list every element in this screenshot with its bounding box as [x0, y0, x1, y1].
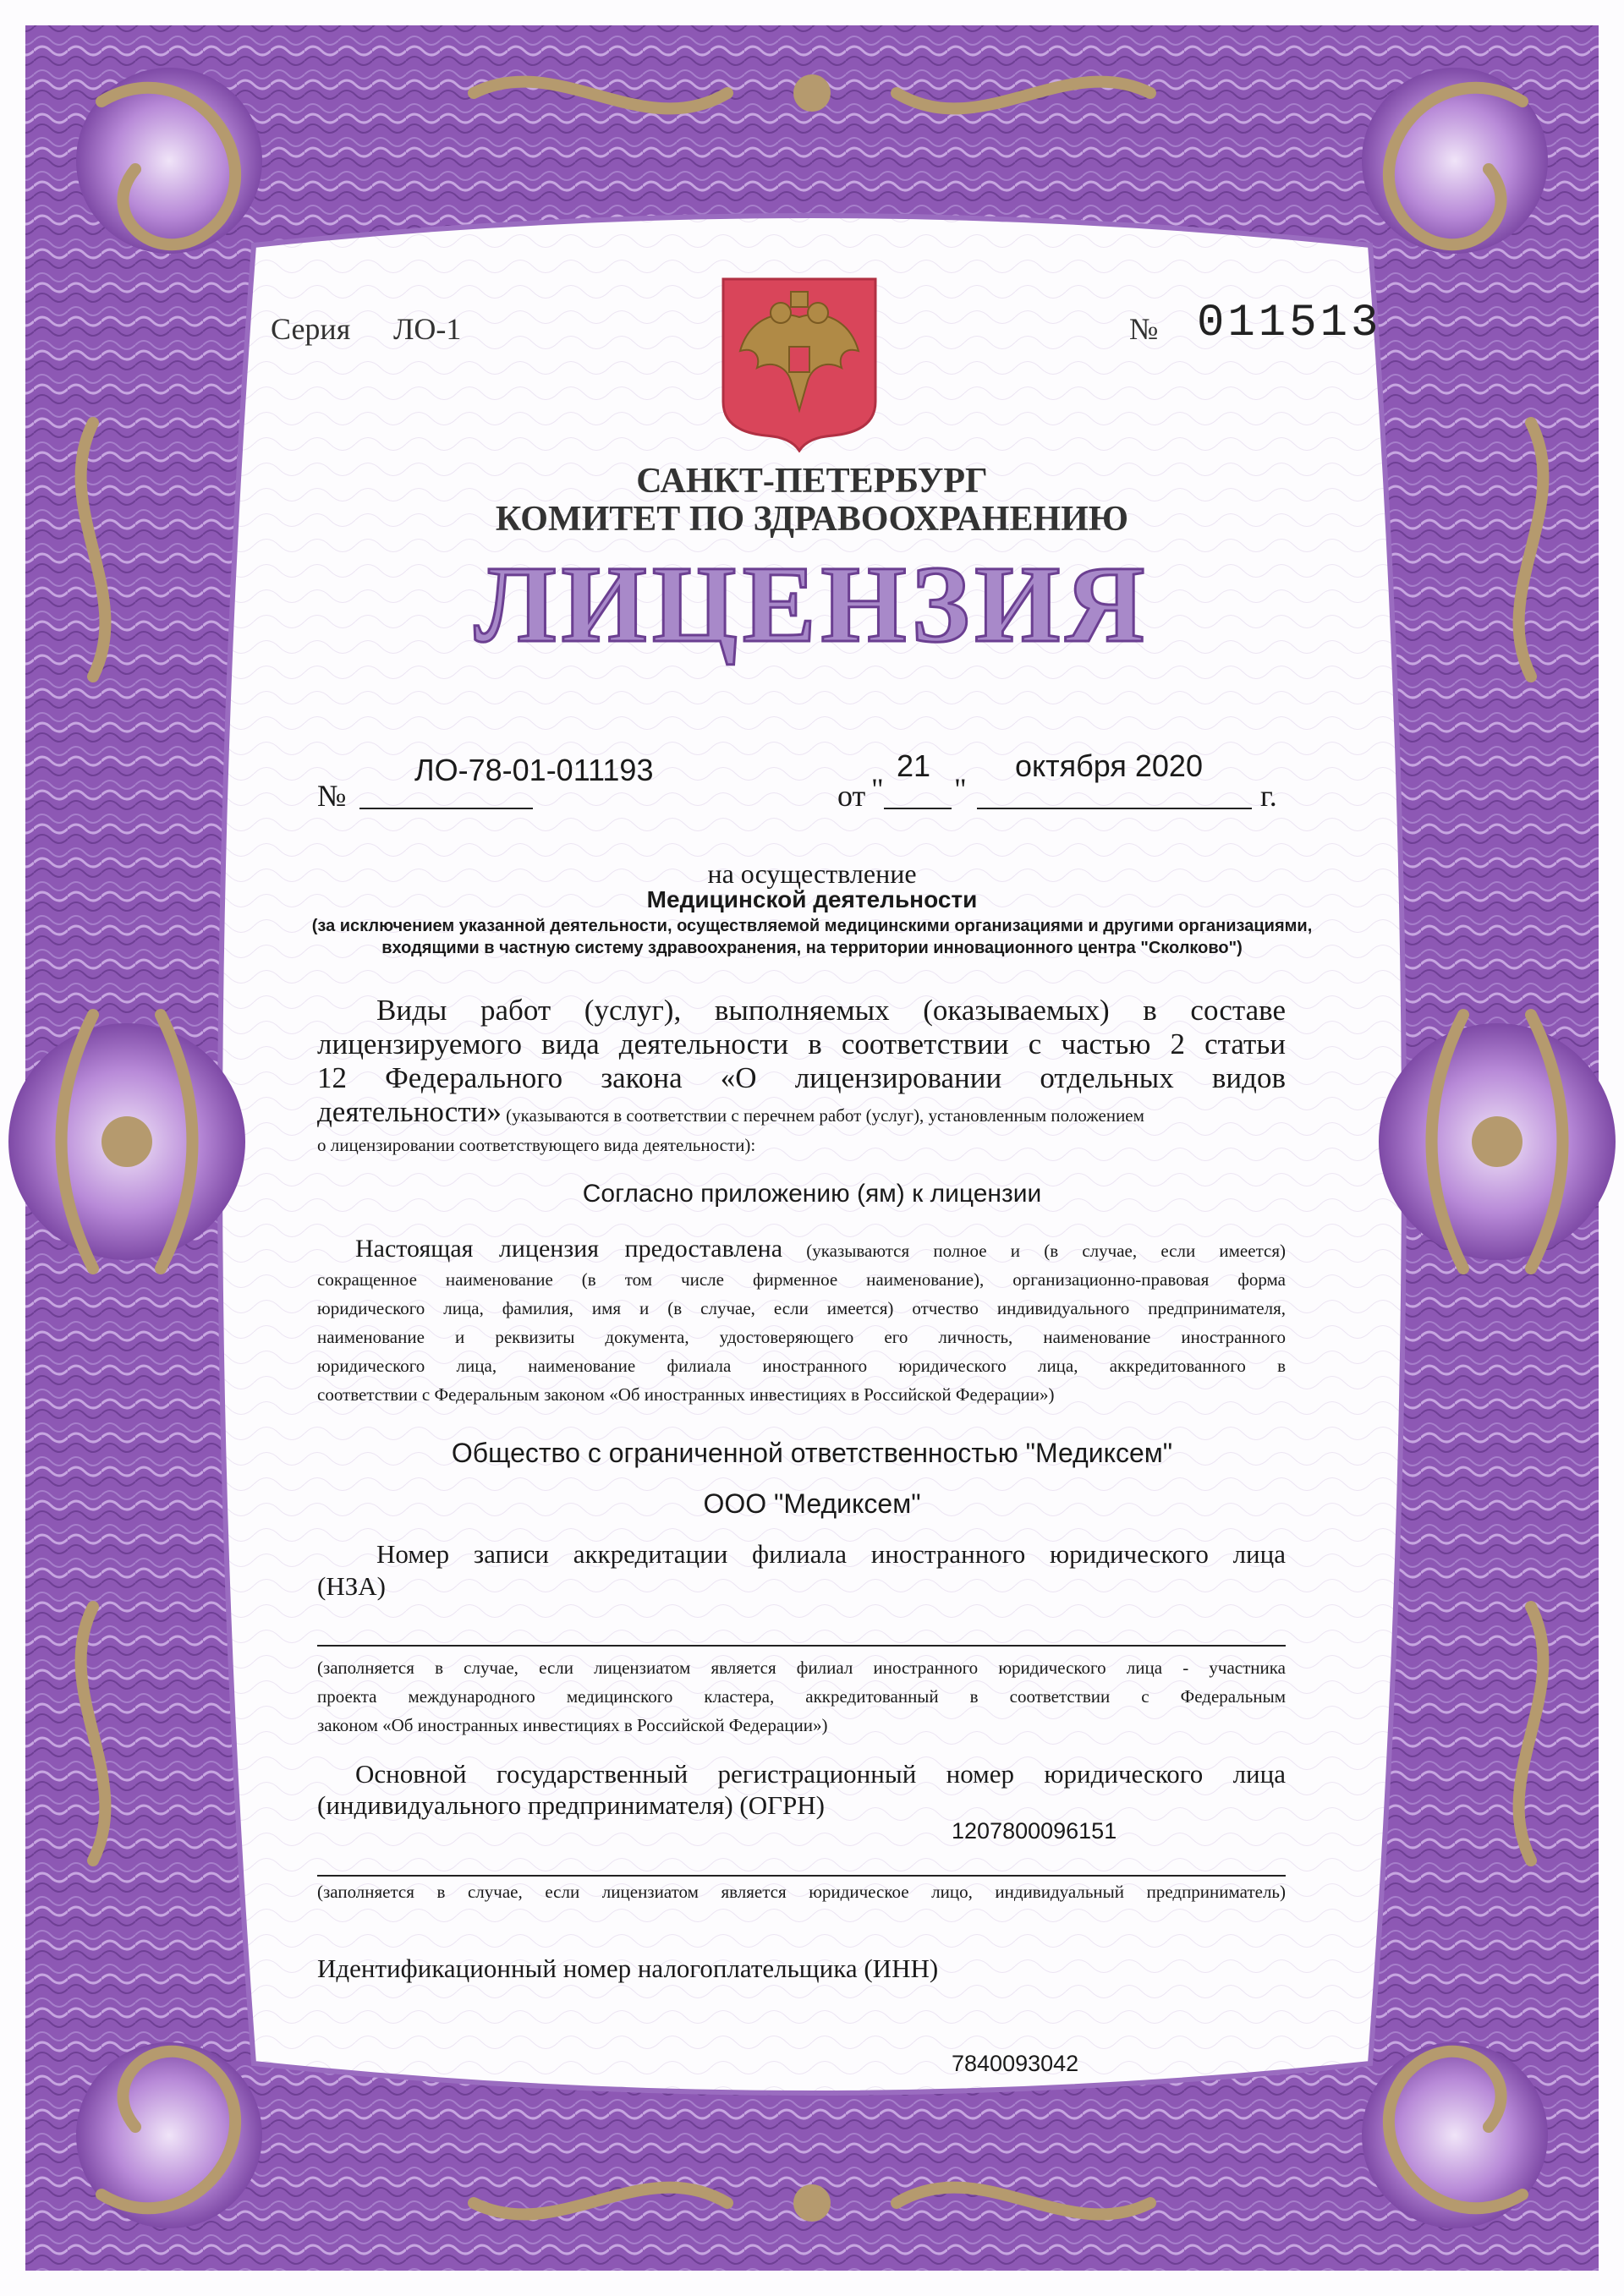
activity-intro: на осуществление — [707, 858, 917, 889]
works-line5-small: о лицензировании соответствующего вида деятельности): — [317, 1135, 756, 1155]
license-date-quote-open: " — [871, 772, 884, 806]
license-month-underline — [977, 808, 1252, 809]
license-number-underline — [359, 808, 533, 809]
license-date-prefix: от — [837, 779, 866, 813]
works-line4-small: (указываются в соответствии с перечнем работ (услуг), установленным положением — [501, 1105, 1144, 1126]
inn-underline — [317, 2080, 1286, 2082]
works-line2: лицензируемого вида деятельности в соответствии с частью 2 статьи — [317, 1027, 1286, 1060]
works-value: Согласно приложению (ям) к лицензии — [582, 1180, 1042, 1208]
activity-note-line1: (за исключением указанной деятельности, осуществляемой медицинскими организациями и другими организациями, — [311, 917, 1313, 935]
inn-label: Идентификационный номер налогоплательщика (ИНН) — [317, 1954, 939, 1983]
series-value: ЛО-1 — [393, 312, 462, 346]
license-day: 21 — [897, 748, 931, 783]
licensee-small3: юридического лица, фамилия, имя и (в случае, если имеется) отчество индивидуального предпринимателя, — [317, 1298, 1286, 1318]
licensee-small4: наименование и реквизиты документа, удостоверяющего его личность, наименование иностранного — [317, 1327, 1286, 1347]
licensee-short-name: ООО "Медиксем" — [703, 1488, 921, 1519]
ogrn-value: 1207800096151 — [952, 1818, 1117, 1844]
form-number-sign: № — [1129, 312, 1159, 346]
works-line1: Виды работ (услуг), выполняемых (оказываемых) в составе — [376, 994, 1286, 1027]
works-line4 — [317, 1095, 1286, 1132]
license-number-sign: № — [317, 779, 347, 813]
nza-note2: проекта международного медицинского кластера, аккредитованный в соответствии с Федеральным — [317, 1686, 1286, 1707]
activity-note-line2: входящими в частную систему здравоохранения, на территории инновационного центра "Сколково") — [381, 939, 1243, 957]
ogrn-line2: (индивидуального предпринимателя) (ОГРН) — [317, 1790, 826, 1820]
license-number: ЛО-78-01-011193 — [414, 753, 654, 787]
nza-note3: законом «Об иностранных инвестициях в Российской Федерации») — [317, 1715, 828, 1735]
license-year-suffix: г. — [1260, 779, 1277, 813]
nza-note — [317, 1653, 1286, 1740]
licensee-intro-line1 — [317, 1235, 1286, 1265]
works-line4-main: деятельности» — [317, 1095, 502, 1128]
document-title: ЛИЦЕНЗИЯ — [474, 544, 1150, 666]
nza-line1: Номер записи аккредитации филиала иностранного юридического лица — [376, 1539, 1286, 1569]
license-month-year: октября 2020 — [1015, 748, 1203, 783]
ogrn-line1: Основной государственный регистрационный номер юридического лица — [355, 1759, 1286, 1789]
license-date-quote-close: " — [954, 772, 967, 806]
nza-note1: (заполняется в случае, если лицензиатом является филиал иностранного юридического лица - участника — [317, 1658, 1286, 1678]
nza-underline — [317, 1645, 1286, 1647]
ogrn-underline — [317, 1875, 1286, 1877]
works-line3: 12 Федерального закона «О лицензировании отдельных видов — [317, 1061, 1286, 1094]
activity-name: Медицинской деятельности — [646, 886, 978, 912]
licensee-small5: юридического лица, наименование филиала иностранного юридического лица, аккредитованного в — [317, 1356, 1286, 1376]
coat-of-arms-emblem — [715, 275, 884, 452]
licensee-intro — [317, 1235, 1286, 1409]
issuer-city: САНКТ-ПЕТЕРБУРГ — [636, 462, 988, 501]
licensee-intro-small1: (указываются полное и (в случае, если имеется) — [782, 1241, 1286, 1261]
nza-line2: (НЗА) — [317, 1571, 386, 1601]
issuer-committee: КОМИТЕТ ПО ЗДРАВООХРАНЕНИЮ — [495, 500, 1129, 539]
license-day-underline — [884, 808, 952, 809]
licensee-small2: сокращенное наименование (в том числе фирменное наименование), организационно-правовая форма — [317, 1269, 1286, 1290]
licensee-small6: соответствии с Федеральным законом «Об иностранных инвестициях в Российской Федерации») — [317, 1384, 1055, 1405]
form-number: 011513 — [1197, 298, 1382, 349]
inn-value: 7840093042 — [952, 2051, 1079, 2076]
licensee-intro-main: Настоящая лицензия предоставлена — [355, 1235, 783, 1263]
works-text — [317, 994, 1286, 1158]
ogrn-note: (заполняется в случае, если лицензиатом является юридическое лицо, индивидуальный предприниматель) — [317, 1882, 1286, 1902]
licensee-full-name: Общество с ограниченной ответственностью "Медиксем" — [451, 1438, 1173, 1468]
series-label: Серия — [271, 312, 351, 346]
